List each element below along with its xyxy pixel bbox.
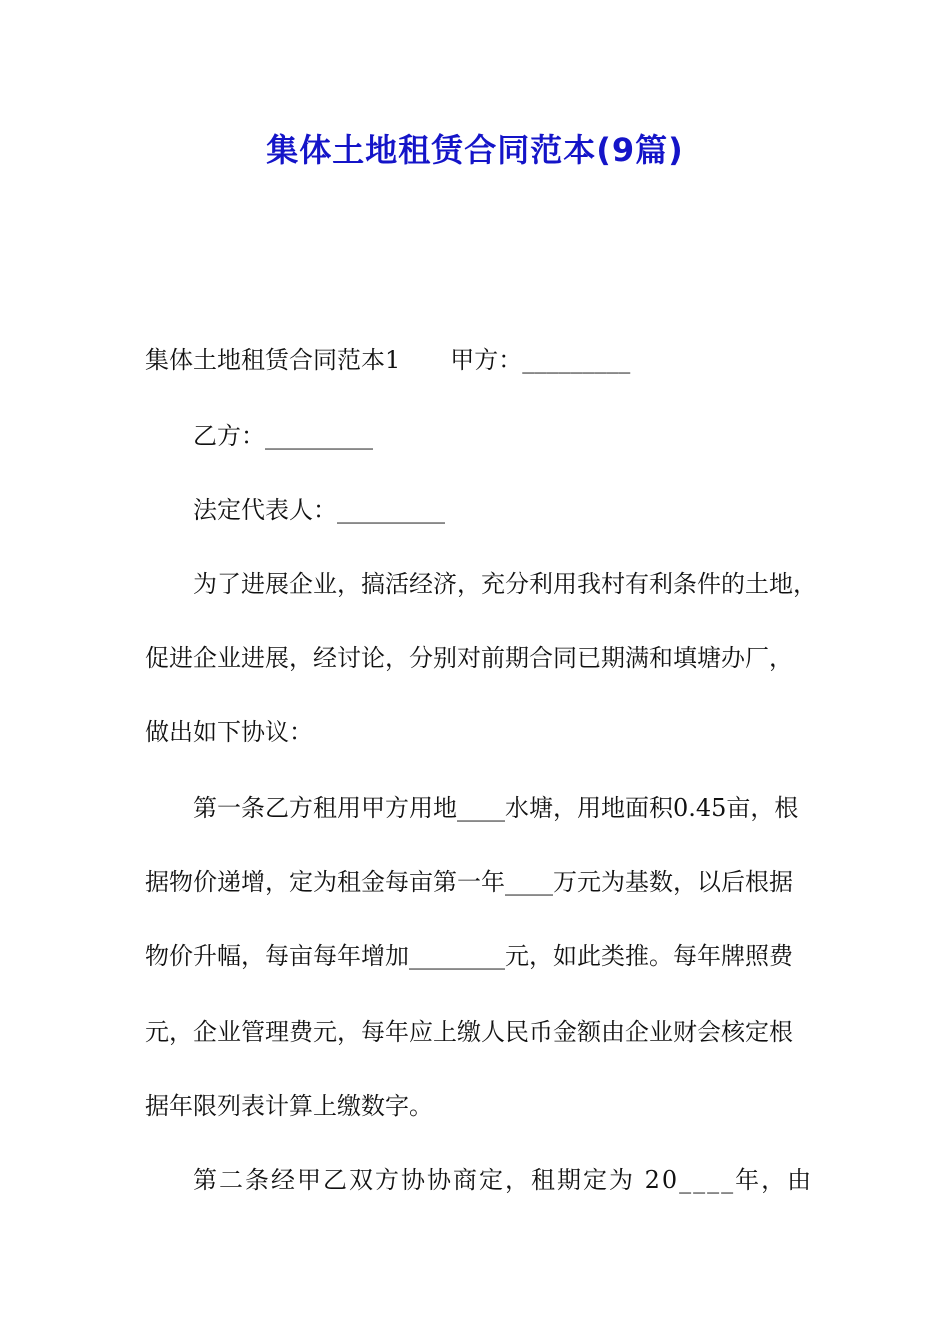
paragraph-line: 第一条乙方租用甲方用地____水塘，用地面积0.45亩，根	[193, 794, 799, 822]
section-heading: 集体土地租赁合同范本1	[145, 346, 401, 374]
paragraph-line: 物价升幅，每亩每年增加________元，如此类推。每年牌照费	[145, 942, 793, 970]
paragraph-line: 促进企业进展，经讨论，分别对前期合同已期满和填塘办厂，	[145, 644, 793, 672]
paragraph-line: 据物价递增，定为租金每亩第一年____万元为基数，以后根据	[145, 868, 793, 896]
paragraph-line: 元，企业管理费元，每年应上缴人民币金额由企业财会核定根	[145, 1018, 793, 1046]
paragraph-line: 第二条经甲乙双方协协商定，租期定为 20____年，由	[193, 1166, 814, 1194]
party-b-field: 乙方：_________	[193, 422, 373, 450]
paragraph-line: 为了进展企业，搞活经济，充分利用我村有利条件的土地，	[193, 570, 817, 598]
party-a-field: 甲方：_________	[450, 346, 631, 374]
document-title: 集体土地租赁合同范本(9篇)	[266, 131, 684, 169]
legal-representative-field: 法定代表人：_________	[193, 496, 445, 524]
paragraph-line: 做出如下协议：	[145, 718, 313, 746]
section-heading-line	[145, 343, 825, 377]
paragraph-line: 据年限列表计算上缴数字。	[145, 1092, 433, 1120]
